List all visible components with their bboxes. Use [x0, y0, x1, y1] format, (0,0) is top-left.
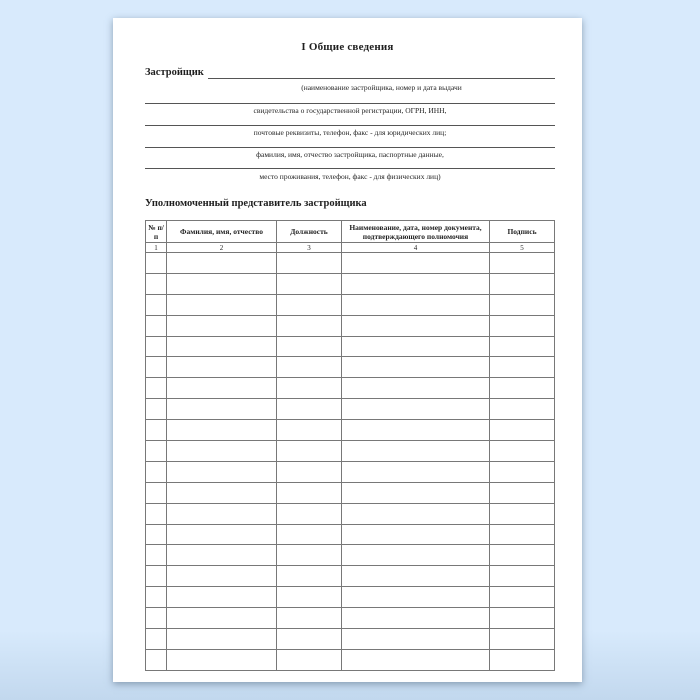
table-cell[interactable] — [277, 503, 342, 524]
column-number-2: 2 — [167, 243, 277, 253]
table-cell[interactable] — [342, 608, 490, 629]
table-cell[interactable] — [167, 629, 277, 650]
developer-input-line[interactable] — [208, 78, 555, 79]
column-number-3: 3 — [277, 243, 342, 253]
table-cell[interactable] — [146, 399, 167, 420]
table-cell[interactable] — [342, 524, 490, 545]
table-cell[interactable] — [146, 273, 167, 294]
table-row — [146, 461, 555, 482]
table-row — [146, 482, 555, 503]
table-cell[interactable] — [167, 253, 277, 274]
table-cell[interactable] — [490, 608, 555, 629]
column-header-1: № п/п — [146, 221, 167, 243]
table-cell[interactable] — [490, 378, 555, 399]
table-cell[interactable] — [167, 420, 277, 441]
table-cell[interactable] — [342, 336, 490, 357]
table-column-number-row — [146, 243, 555, 253]
table-row — [146, 608, 555, 629]
table-cell[interactable] — [490, 399, 555, 420]
table-cell[interactable] — [342, 566, 490, 587]
table-cell[interactable] — [277, 482, 342, 503]
table-cell[interactable] — [167, 315, 277, 336]
table-cell[interactable] — [490, 253, 555, 274]
developer-input-line-4[interactable] — [145, 147, 555, 148]
table-cell[interactable] — [490, 315, 555, 336]
table-cell[interactable] — [167, 649, 277, 670]
table-cell[interactable] — [342, 629, 490, 650]
developer-input-line-5[interactable] — [145, 168, 555, 169]
table-cell[interactable] — [167, 608, 277, 629]
table-cell[interactable] — [490, 273, 555, 294]
table-cell[interactable] — [167, 587, 277, 608]
representative-heading: Уполномоченный представитель застройщика — [145, 198, 367, 209]
table-cell[interactable] — [167, 294, 277, 315]
table-cell[interactable] — [342, 294, 490, 315]
table-cell[interactable] — [277, 649, 342, 670]
table-cell[interactable] — [146, 503, 167, 524]
table-row — [146, 649, 555, 670]
table-cell[interactable] — [146, 461, 167, 482]
developer-input-line-3[interactable] — [145, 125, 555, 126]
table-cell[interactable] — [167, 273, 277, 294]
developer-caption-1: (наименование застройщика, номер и дата выдачи — [301, 83, 462, 92]
table-cell[interactable] — [490, 503, 555, 524]
table-cell[interactable] — [342, 545, 490, 566]
table-cell[interactable] — [490, 629, 555, 650]
representatives-table — [145, 220, 555, 671]
table-cell[interactable] — [167, 399, 277, 420]
table-cell[interactable] — [146, 587, 167, 608]
table-cell[interactable] — [167, 503, 277, 524]
table-cell[interactable] — [167, 545, 277, 566]
table-row — [146, 587, 555, 608]
table-cell[interactable] — [490, 357, 555, 378]
table-cell[interactable] — [146, 336, 167, 357]
table-cell[interactable] — [167, 524, 277, 545]
table-cell[interactable] — [277, 273, 342, 294]
table-row — [146, 566, 555, 587]
table-cell[interactable] — [146, 545, 167, 566]
table-cell[interactable] — [146, 649, 167, 670]
column-header-4: Наименование, дата, номер документа, подтверждающего полномочия — [342, 221, 490, 243]
table-cell[interactable] — [167, 378, 277, 399]
table-cell[interactable] — [146, 608, 167, 629]
table-cell[interactable] — [490, 441, 555, 462]
table-cell[interactable] — [342, 461, 490, 482]
table-header-row — [146, 221, 555, 243]
table-row — [146, 253, 555, 274]
table-cell[interactable] — [490, 524, 555, 545]
table-cell[interactable] — [342, 253, 490, 274]
column-header-3: Должность — [277, 221, 342, 243]
table-cell[interactable] — [342, 315, 490, 336]
table-row — [146, 315, 555, 336]
developer-label: Застройщик — [145, 67, 204, 78]
table-cell[interactable] — [277, 315, 342, 336]
table-cell[interactable] — [277, 629, 342, 650]
table-cell[interactable] — [277, 566, 342, 587]
developer-caption-3: почтовые реквизиты, телефон, факс - для юридических лиц; — [253, 128, 447, 137]
table-cell[interactable] — [342, 503, 490, 524]
table-cell[interactable] — [342, 587, 490, 608]
table-row — [146, 545, 555, 566]
column-header-2: Фамилия, имя, отчество — [167, 221, 277, 243]
column-header-5: Подпись — [490, 221, 555, 243]
table-row — [146, 503, 555, 524]
column-number-4: 4 — [342, 243, 490, 253]
table-cell[interactable] — [146, 315, 167, 336]
table-row — [146, 420, 555, 441]
table-cell[interactable] — [277, 608, 342, 629]
developer-caption-4: фамилия, имя, отчество застройщика, паспортные данные, — [256, 150, 444, 159]
table-cell[interactable] — [490, 649, 555, 670]
column-number-5: 5 — [490, 243, 555, 253]
table-cell[interactable] — [167, 482, 277, 503]
table-cell[interactable] — [146, 357, 167, 378]
table-cell[interactable] — [342, 420, 490, 441]
column-number-1: 1 — [146, 243, 167, 253]
table-cell[interactable] — [167, 336, 277, 357]
table-cell[interactable] — [167, 441, 277, 462]
table-row — [146, 273, 555, 294]
table-cell[interactable] — [277, 357, 342, 378]
table-row — [146, 629, 555, 650]
table-row — [146, 357, 555, 378]
table-cell[interactable] — [342, 378, 490, 399]
table-cell[interactable] — [342, 357, 490, 378]
table-cell[interactable] — [277, 420, 342, 441]
table-cell[interactable] — [277, 253, 342, 274]
table-cell[interactable] — [342, 441, 490, 462]
table-row — [146, 378, 555, 399]
table-cell[interactable] — [146, 253, 167, 274]
table-cell[interactable] — [167, 461, 277, 482]
table-cell[interactable] — [277, 545, 342, 566]
table-cell[interactable] — [490, 545, 555, 566]
table-cell[interactable] — [277, 294, 342, 315]
table-row — [146, 441, 555, 462]
table-cell[interactable] — [277, 524, 342, 545]
table-cell[interactable] — [146, 524, 167, 545]
table-cell[interactable] — [490, 482, 555, 503]
page-title: I Общие сведения — [301, 41, 394, 53]
table-cell[interactable] — [490, 336, 555, 357]
table-cell[interactable] — [342, 482, 490, 503]
developer-input-line-2[interactable] — [145, 103, 555, 104]
table-cell[interactable] — [490, 420, 555, 441]
table-cell[interactable] — [342, 273, 490, 294]
table-cell[interactable] — [277, 587, 342, 608]
table-cell[interactable] — [146, 420, 167, 441]
table-row — [146, 294, 555, 315]
table-cell[interactable] — [146, 441, 167, 462]
table-cell[interactable] — [490, 587, 555, 608]
table-cell[interactable] — [146, 378, 167, 399]
developer-caption-2: свидетельства о государственной регистрации, ОГРН, ИНН, — [253, 106, 447, 115]
table-cell[interactable] — [277, 336, 342, 357]
table-cell[interactable] — [277, 378, 342, 399]
table-row — [146, 524, 555, 545]
table-cell[interactable] — [146, 629, 167, 650]
table-cell[interactable] — [146, 294, 167, 315]
developer-caption-5: место проживания, телефон, факс - для физических лиц) — [259, 172, 441, 181]
table-cell[interactable] — [342, 399, 490, 420]
table-cell[interactable] — [167, 566, 277, 587]
document-page — [113, 18, 582, 682]
table-row — [146, 336, 555, 357]
table-cell[interactable] — [277, 441, 342, 462]
table-cell[interactable] — [342, 649, 490, 670]
table-cell[interactable] — [167, 357, 277, 378]
table-row — [146, 399, 555, 420]
table-cell[interactable] — [146, 482, 167, 503]
table-cell[interactable] — [490, 461, 555, 482]
table-cell[interactable] — [146, 566, 167, 587]
table-cell[interactable] — [490, 294, 555, 315]
table-cell[interactable] — [277, 399, 342, 420]
table-cell[interactable] — [490, 566, 555, 587]
table-cell[interactable] — [277, 461, 342, 482]
